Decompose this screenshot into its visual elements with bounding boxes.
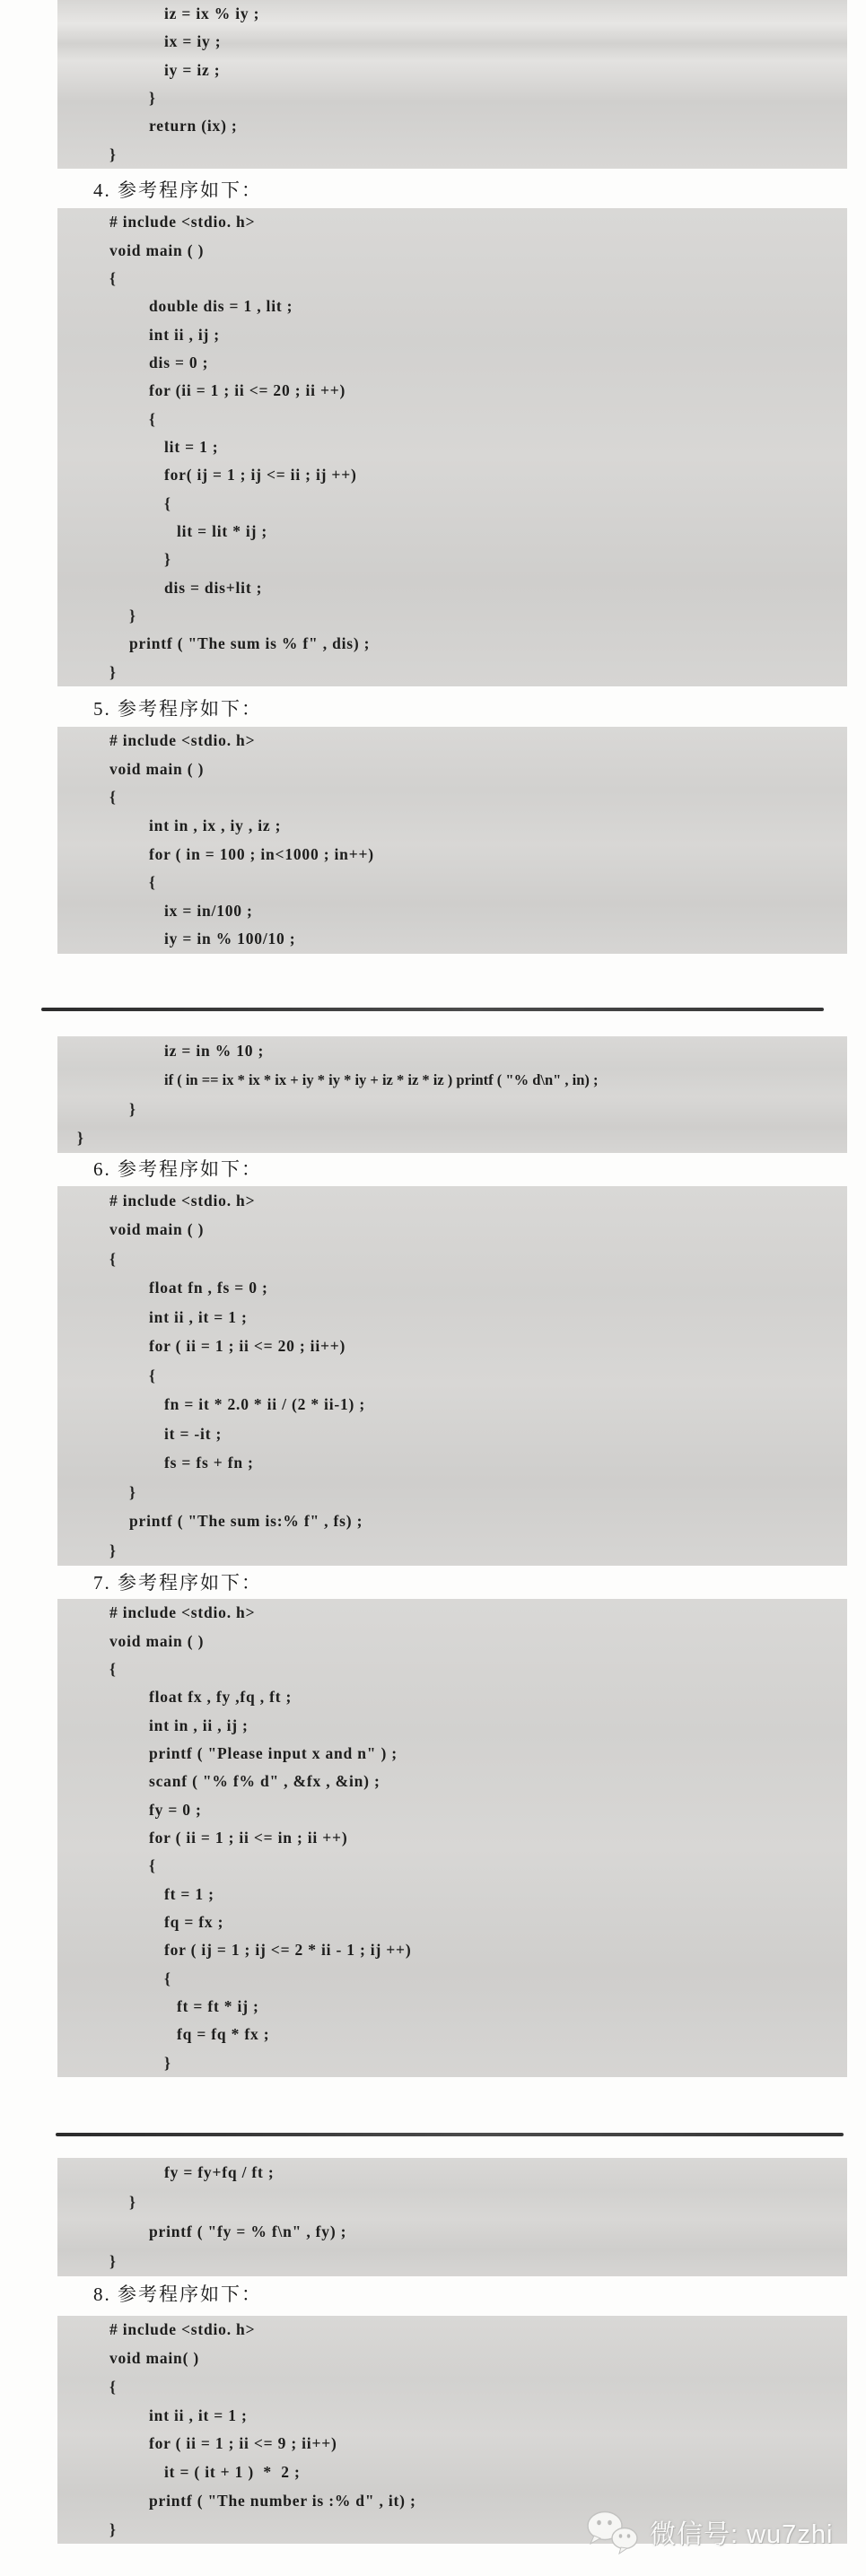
code-line: { — [149, 873, 156, 892]
code-line: it = ( it + 1 ) * 2 ; — [164, 2463, 301, 2482]
code-line: { — [164, 493, 171, 512]
code-line: { — [109, 788, 117, 807]
code-line: ix = in/100 ; — [164, 901, 253, 920]
code-line: { — [109, 1659, 117, 1678]
code-line: } — [77, 1129, 84, 1148]
code-block-program5-part1 — [57, 727, 847, 954]
code-line: for ( ij = 1 ; ij <= 2 * ii - 1 ; ij ++) — [164, 1941, 412, 1960]
code-line: ft = ft * ij ; — [177, 1996, 259, 2015]
code-line: void main ( ) — [109, 759, 205, 778]
code-line: } — [109, 2519, 117, 2538]
code-line: { — [149, 1366, 156, 1384]
code-line: int in , ix , iy , iz ; — [149, 816, 282, 835]
wechat-logo-icon — [585, 2510, 641, 2554]
code-line: printf ( "The number is :% d" , it) ; — [149, 2491, 416, 2510]
wechat-watermark — [585, 2509, 854, 2555]
code-line: } — [129, 1482, 136, 1501]
code-line: void main( ) — [109, 2349, 200, 2368]
code-line: dis = dis+lit ; — [164, 578, 263, 597]
code-line: double dis = 1 , lit ; — [149, 297, 293, 316]
section-heading-8: 8. 参考程序如下： — [93, 2283, 262, 2305]
code-line: if ( in == ix * ix * ix + iy * iy * iy + iz * iz * iz ) printf ( "% d\n" , in) ; — [164, 1070, 599, 1088]
code-line: fy = 0 ; — [149, 1800, 202, 1819]
code-line: for ( ii = 1 ; ii <= 9 ; ii++) — [149, 2434, 337, 2453]
code-line: # include <stdio. h> — [109, 731, 256, 750]
code-line: } — [109, 1541, 117, 1559]
code-line: iy = iz ; — [164, 60, 221, 79]
code-line: { — [149, 409, 156, 428]
wechat-id-text: 微信号: wu7zhi — [650, 2519, 834, 2549]
code-block-program5-part2 — [57, 1036, 847, 1153]
code-line: void main ( ) — [109, 1631, 205, 1650]
code-line: printf ( "Please input x and n" ) ; — [149, 1743, 398, 1762]
section-heading-4: 4. 参考程序如下： — [93, 179, 262, 201]
code-line: fy = fy+fq / ft ; — [164, 2163, 275, 2181]
code-line: for ( in = 100 ; in<1000 ; in++) — [149, 844, 374, 863]
code-block-program7-part1 — [57, 1599, 847, 2077]
code-line: iy = in % 100/10 ; — [164, 930, 296, 948]
code-line: { — [109, 268, 117, 287]
code-line: fs = fs + fn ; — [164, 1454, 254, 1472]
code-line: } — [149, 89, 156, 108]
page-divider — [41, 1008, 824, 1011]
code-line: dis = 0 ; — [149, 353, 209, 371]
code-block-program4 — [57, 208, 847, 686]
code-line: lit = 1 ; — [164, 437, 219, 456]
code-line: lit = lit * ij ; — [177, 521, 268, 540]
code-line: } — [129, 2193, 136, 2211]
code-line: # include <stdio. h> — [109, 1191, 256, 1209]
code-line: int in , ii , ij ; — [149, 1716, 249, 1734]
code-line: printf ( "The sum is:% f" , fs) ; — [129, 1512, 363, 1531]
code-line: # include <stdio. h> — [109, 1603, 256, 1622]
code-line: { — [109, 2377, 117, 2396]
code-line: printf ( "The sum is % f" , dis) ; — [129, 634, 371, 653]
code-line: int ii , ij ; — [149, 325, 220, 344]
code-block-program6 — [57, 1186, 847, 1566]
code-line: int ii , it = 1 ; — [149, 1307, 248, 1326]
code-line: ix = iy ; — [164, 32, 222, 51]
code-line: iz = ix % iy ; — [164, 4, 260, 23]
code-line: it = -it ; — [164, 1424, 223, 1443]
code-line: # include <stdio. h> — [109, 213, 256, 231]
code-line: } — [164, 2053, 171, 2072]
code-line: iz = in % 10 ; — [164, 1041, 265, 1060]
code-line: scanf ( "% f% d" , &fx , &in) ; — [149, 1772, 381, 1791]
code-line: ft = 1 ; — [164, 1884, 214, 1903]
code-line: fq = fx ; — [164, 1912, 224, 1931]
code-line: fn = it * 2.0 * ii / (2 * ii-1) ; — [164, 1395, 365, 1414]
code-line: void main ( ) — [109, 1220, 205, 1239]
code-line: } — [129, 1099, 136, 1118]
code-line: { — [149, 1856, 156, 1875]
code-block-program3-tail — [57, 0, 847, 169]
code-line: } — [109, 144, 117, 163]
code-line: int ii , it = 1 ; — [149, 2406, 248, 2424]
code-line: float fx , fy ,fq , ft ; — [149, 1688, 293, 1707]
code-line: for ( ii = 1 ; ii <= in ; ii ++) — [149, 1828, 348, 1847]
code-line: return (ix) ; — [149, 117, 238, 135]
code-line: } — [109, 662, 117, 681]
code-line: for( ij = 1 ; ij <= ii ; ij ++) — [164, 466, 357, 485]
code-line: printf ( "fy = % f\n" , fy) ; — [149, 2222, 347, 2240]
code-line: { — [164, 1969, 171, 1987]
code-line: } — [129, 606, 136, 624]
code-line: } — [109, 2252, 117, 2270]
code-line: for ( ii = 1 ; ii <= 20 ; ii++) — [149, 1337, 346, 1356]
code-block-program7-part2 — [57, 2158, 847, 2276]
code-line: float fn , fs = 0 ; — [149, 1279, 268, 1297]
code-line: void main ( ) — [109, 240, 205, 259]
code-line: # include <stdio. h> — [109, 2320, 256, 2339]
section-heading-7: 7. 参考程序如下： — [93, 1572, 262, 1594]
code-line: for (ii = 1 ; ii <= 20 ; ii ++) — [149, 381, 346, 400]
code-line: { — [109, 1249, 117, 1268]
page-divider — [56, 2133, 844, 2136]
section-heading-5: 5. 参考程序如下： — [93, 698, 262, 720]
code-line: fq = fq * fx ; — [177, 2025, 270, 2044]
code-line: } — [164, 550, 171, 569]
section-heading-6: 6. 参考程序如下： — [93, 1158, 262, 1180]
